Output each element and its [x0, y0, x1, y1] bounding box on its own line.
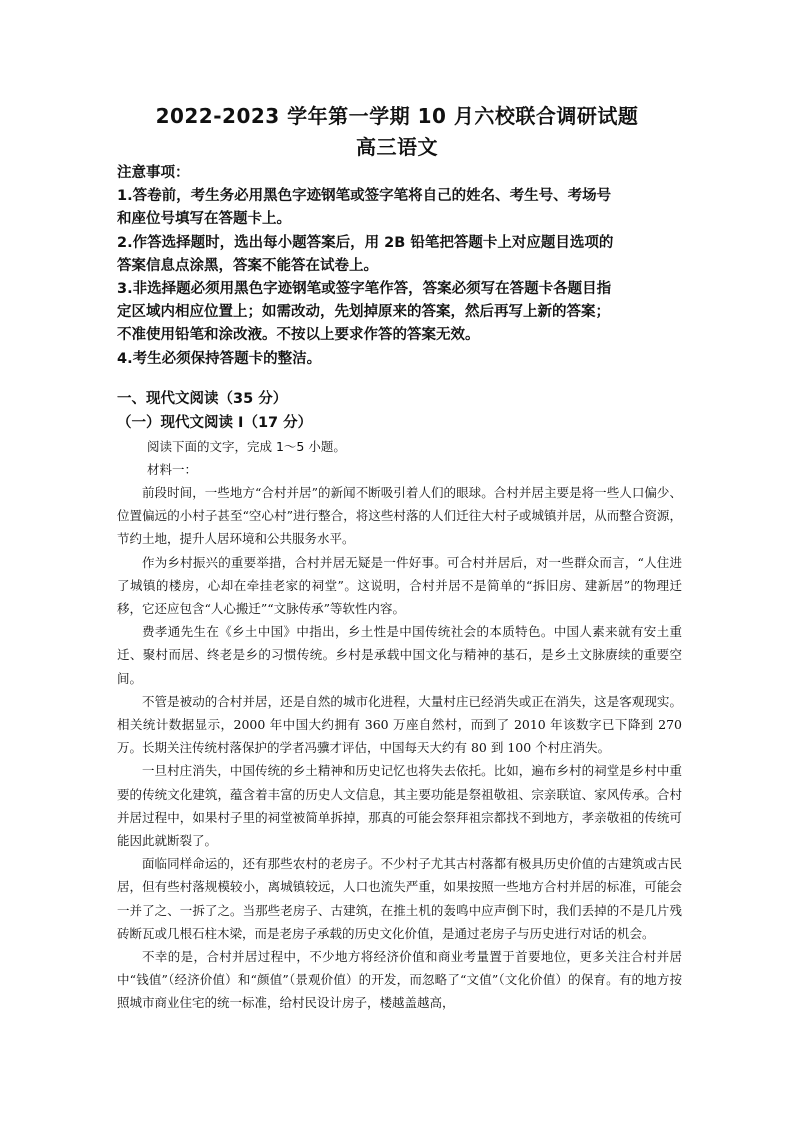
paragraph: 作为乡村振兴的重要举措，合村并居无疑是一件好事。可合村并居后，对一些群众而言，“人住进了城镇的楼房，心却在牵挂老家的祠堂”。这说明，合村并居不是简单的“拆旧房、建新居”的物理迁移，它还应包含“人心搬迁”“文脉传承”等软性内容。 [117, 554, 682, 617]
notice-line: 答案信息点涂黑，答案不能答在试卷上。 [117, 257, 378, 274]
notice-line: 3.非选择题必须用黑色字迹钢笔或签字笔作答，答案必须写在答题卡各题目指 [117, 281, 612, 298]
exam-title: 2022-2023 学年第一学期 10 月六校联合调研试题 [155, 104, 639, 128]
notice-block [117, 162, 682, 371]
reading-instruction: 阅读下面的文字，完成 1～5 小题。 [147, 439, 346, 454]
paragraph: 费孝通先生在《乡土中国》中指出，乡土性是中国传统社会的本质特色。中国人素来就有安土重迁、聚村而居、终老是乡的习惯传统。乡村是承载中国文化与精神的基石，是乡土文脉赓续的重要空间。 [117, 624, 682, 686]
notice-line: 1.答卷前，考生务必用黑色字迹钢笔或签字笔将自己的姓名、考生号、考场号 [117, 188, 612, 205]
notice-line: 定区域内相应位置上；如需改动，先划掉原来的答案，然后再写上新的答案； [117, 304, 610, 321]
paragraph: 不管是被动的合村并居，还是自然的城市化进程，大量村庄已经消失或正在消失，这是客观现实。相关统计数据显示，2000 年中国大约拥有 360 万座自然村，而到了 2010 年该数字已下降到 270 万。长期关注传统村落保护的学者冯骥才评估，中国每天大约有 80 到 100 个村庄消失。 [117, 693, 682, 756]
notice-line: 和座位号填写在答题卡上。 [117, 211, 291, 228]
paragraph: 不幸的是，合村并居过程中，不少地方将经济价值和商业考量置于首要地位，更多关注合村并居中“钱值”（经济价值）和“颜值”（景观价值）的开发，而忽略了“文值”（文化价值）的保育。有的地方按照城市商业住宅的统一标准，给村民设计房子，楼越盖越高， [117, 949, 682, 1011]
exam-subject: 高三语文 [356, 135, 438, 159]
notice-line: 不准使用铅笔和涂改液。不按以上要求作答的答案无效。 [117, 327, 480, 344]
notice-heading: 注意事项： [117, 165, 190, 181]
paragraph: 一旦村庄消失，中国传统的乡土精神和历史记忆也将失去依托。比如，遍布乡村的祠堂是乡村中重要的传统文化建筑，蕴含着丰富的历史人文信息，其主要功能是祭祖敬祖、宗亲联谊、家风传承。合村并居过程中，如果村子里的祠堂被简单拆掉，那真的可能会祭拜祖宗都找不到地方，孝亲敬祖的传统可能因此就断裂了。 [117, 763, 682, 849]
paragraph: 前段时间，一些地方“合村并居”的新闻不断吸引着人们的眼球。合村并居主要是将一些人口偏少、位置偏远的小村子甚至“空心村”进行整合，将这些村落的人们迁往大村子或城镇并居，从而整合资源，节约土地，提升人居环境和公共服务水平。 [117, 485, 682, 547]
notice-line: 2.作答选择题时，选出每小题答案后，用 2B 铅笔把答题卡上对应题目选项的 [117, 234, 614, 251]
paragraph: 面临同样命运的，还有那些农村的老房子。不少村子尤其古村落都有极具历史价值的古建筑或古民居，但有些村落规模较小，离城镇较远，人口也流失严重，如果按照一些地方合村并居的标准，可能会一并了之、一拆了之。当那些老房子、古建筑，在推土机的轰鸣中应声倒下时，我们丢掉的不是几片残砖断瓦或几根石柱木梁，而是老房子承载的历史文化价值，是通过老房子与历史进行对话的机会。 [117, 856, 682, 941]
article-body [117, 481, 682, 1015]
subsection-title: （一）现代文阅读 I（17 分） [117, 415, 313, 431]
material-label: 材料一： [147, 462, 198, 477]
section-title: 一、现代文阅读（35 分） [117, 391, 288, 407]
notice-line: 4.考生必须保持答题卡的整洁。 [117, 350, 322, 367]
